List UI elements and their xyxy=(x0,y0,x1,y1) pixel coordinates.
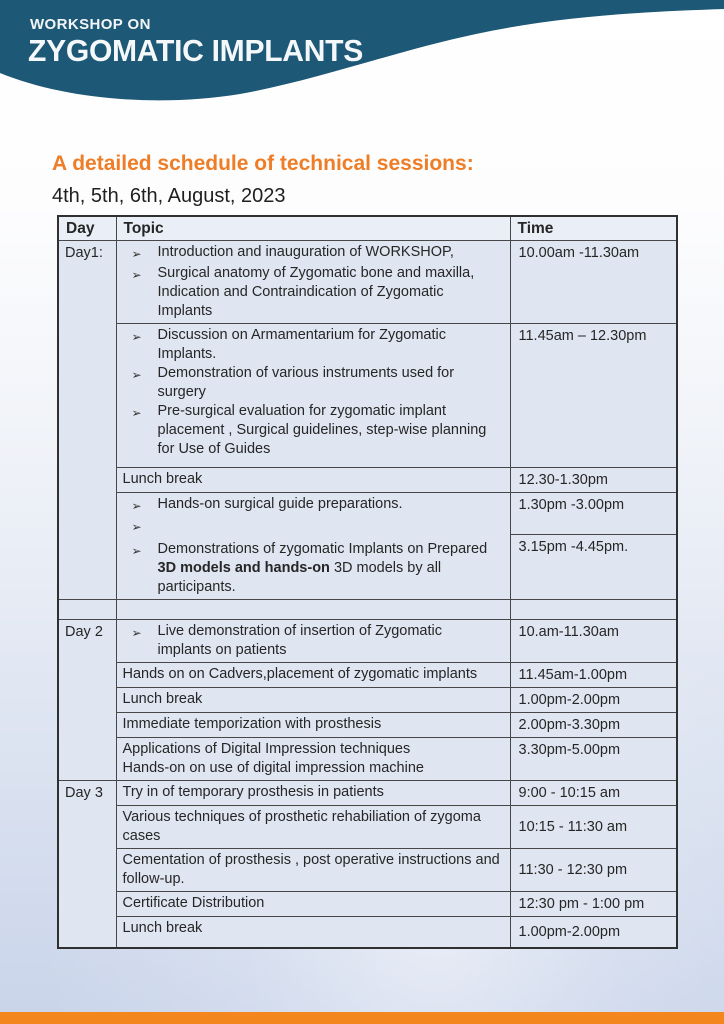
table-row xyxy=(58,620,677,663)
time-cell: 1.30pm -3.00pm xyxy=(510,493,677,535)
arrow-bullet-icon: ➢ xyxy=(131,520,142,534)
footer-accent-bar xyxy=(0,1012,724,1024)
arrow-bullet-icon: ➢ xyxy=(131,499,142,513)
col-header-time: Time xyxy=(510,216,677,241)
topic-text xyxy=(158,540,504,597)
arrow-bullet-icon: ➢ xyxy=(131,626,142,640)
time-cell: 1.00pm-2.00pm xyxy=(510,688,677,713)
topic-text: Surgical anatomy of Zygomatic bone and maxilla, Indication and Contraindication of Zygomatic Implants xyxy=(157,265,475,319)
spacer-topic-cell xyxy=(116,600,510,620)
col-header-topic: Topic xyxy=(116,216,510,241)
day1-session2-topic-cell xyxy=(116,324,510,468)
table-row xyxy=(58,663,677,688)
topic-text: Hands-on surgical guide preparations. xyxy=(157,496,403,512)
day2-lunch-cell: Lunch break xyxy=(116,688,510,713)
day3-label-cell: Day 3 xyxy=(58,781,116,948)
day2-row1-topic-cell xyxy=(116,620,510,663)
time-cell: 1.00pm-2.00pm xyxy=(510,917,677,948)
arrow-bullet-icon: ➢ xyxy=(131,268,142,282)
section-heading: A detailed schedule of technical sessions: xyxy=(52,152,474,175)
time-cell: 10.am-11.30am xyxy=(510,620,677,663)
spacer-row xyxy=(58,600,677,620)
time-cell: 3.30pm-5.00pm xyxy=(510,738,677,781)
table-row xyxy=(58,781,677,806)
spacer-time-cell xyxy=(510,600,677,620)
table-row xyxy=(58,324,677,468)
table-row xyxy=(58,468,677,493)
list-item xyxy=(123,402,504,459)
list-item xyxy=(123,622,504,660)
topic-text: Demonstration of various instruments used for surgery xyxy=(157,365,455,400)
table-row xyxy=(58,688,677,713)
time-cell: 11:30 - 12:30 pm xyxy=(510,849,677,892)
col-header-day: Day xyxy=(58,216,116,241)
day1-label-cell: Day1: xyxy=(58,241,116,600)
arrow-bullet-icon: ➢ xyxy=(131,544,142,558)
table-row xyxy=(58,493,677,535)
list-item xyxy=(123,540,504,597)
table-header-row xyxy=(58,216,677,241)
day3-row3-topic-cell: Cementation of prosthesis , post operative instructions and follow-up. xyxy=(116,849,510,892)
list-item xyxy=(123,516,504,537)
topic-text: Introduction and inauguration of WORKSHOP, xyxy=(157,244,454,260)
day2-row2-topic-cell: Hands on on Cadvers,placement of zygomatic implants xyxy=(116,663,510,688)
day2-row4-topic-cell: Immediate temporization with prosthesis xyxy=(116,713,510,738)
banner-subtitle: WORKSHOP ON xyxy=(30,16,151,33)
time-cell: 10.00am -11.30am xyxy=(510,241,677,324)
day1-session1-topic-cell xyxy=(116,241,510,324)
day1-lunch-cell: Lunch break xyxy=(116,468,510,493)
day2-row5-topic-cell xyxy=(116,738,510,781)
day3-row4-topic-cell: Certificate Distribution xyxy=(116,892,510,917)
table-row xyxy=(58,917,677,948)
topic-text: Hands-on on use of digital impression machine xyxy=(122,760,424,776)
banner-title: ZYGOMATIC IMPLANTS xyxy=(28,33,363,68)
spacer-day-cell xyxy=(58,600,116,620)
list-item xyxy=(123,326,504,364)
table-row xyxy=(58,806,677,849)
schedule-table xyxy=(57,215,678,949)
time-cell: 10:15 - 11:30 am xyxy=(510,806,677,849)
time-cell: 11.45am – 12.30pm xyxy=(510,324,677,468)
day3-lunch-cell: Lunch break xyxy=(116,917,510,948)
topic-text-bold: 3D models and hands-on xyxy=(157,560,330,576)
topic-text-part: 3D models by all participants. xyxy=(157,560,442,595)
day2-label-cell: Day 2 xyxy=(58,620,116,781)
day3-row2-topic-cell: Various techniques of prosthetic rehabiliation of zygoma cases xyxy=(116,806,510,849)
topic-text: Discussion on Armamentarium for Zygomatic Implants. xyxy=(157,327,446,362)
topic-text-part: Demonstrations of zygomatic Implants on Prepared xyxy=(157,541,488,557)
table-row xyxy=(58,713,677,738)
topic-text: Applications of Digital Impression techniques xyxy=(122,741,411,757)
arrow-bullet-icon: ➢ xyxy=(131,330,142,344)
time-cell: 12:30 pm - 1:00 pm xyxy=(510,892,677,917)
time-cell: 2.00pm-3.30pm xyxy=(510,713,677,738)
topic-text: Live demonstration of insertion of Zygomatic implants on patients xyxy=(157,623,442,658)
time-cell: 11.45am-1.00pm xyxy=(510,663,677,688)
table-row xyxy=(58,241,677,324)
day3-row1-topic-cell: Try in of temporary prosthesis in patients xyxy=(116,781,510,806)
list-item xyxy=(123,243,504,264)
table-row xyxy=(58,849,677,892)
table-row xyxy=(58,738,677,781)
day1-session3-topic-cell xyxy=(116,493,510,600)
table-row xyxy=(58,892,677,917)
list-item xyxy=(123,495,504,516)
topic-text: Pre-surgical evaluation for zygomatic implant placement , Surgical guidelines, step-wise planning for Use of Guides xyxy=(157,403,487,457)
date-line: 4th, 5th, 6th, August, 2023 xyxy=(52,185,286,207)
time-cell: 3.15pm -4.45pm. xyxy=(510,534,677,599)
list-item xyxy=(123,364,504,402)
arrow-bullet-icon: ➢ xyxy=(131,406,142,420)
time-cell: 9:00 - 10:15 am xyxy=(510,781,677,806)
time-cell: 12.30-1.30pm xyxy=(510,468,677,493)
arrow-bullet-icon: ➢ xyxy=(131,368,142,382)
list-item xyxy=(123,264,504,321)
arrow-bullet-icon: ➢ xyxy=(131,247,142,261)
